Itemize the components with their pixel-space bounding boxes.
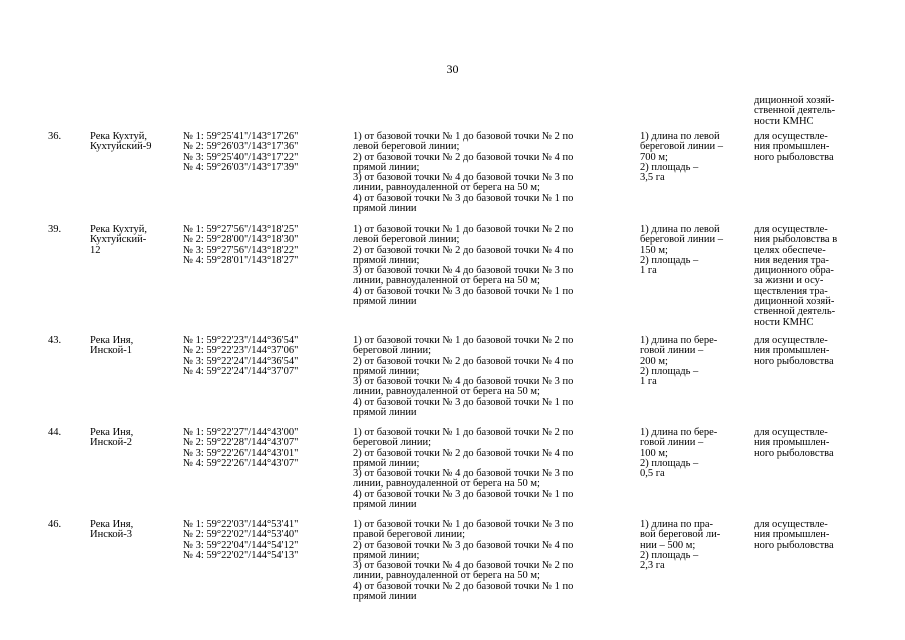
water-body-name [90,520,176,541]
text-line: ности КМНС [754,316,814,328]
text-line: 2) от базовой точки № 2 до базовой точки № 4 по [353,355,574,367]
usage-purpose [754,520,864,551]
text-line: прямой линии [353,499,417,511]
text-line: прямой линии [353,407,417,419]
text-line: Река Кухтуй, [90,224,147,235]
text-line: 200 м; [640,355,668,367]
text-line: береговой линии; [353,345,432,357]
text-line: 1) длина по бере- [640,335,718,346]
text-line: правой береговой линии; [353,529,465,541]
text-line: вой береговой ли- [640,529,721,541]
text-line: левой береговой линии; [353,234,460,246]
text-line: 1) от базовой точки № 1 до базовой точки № 3 по [353,519,574,530]
text-line: ственной деятель- [754,306,836,318]
text-line: ного рыболовства [754,151,834,163]
text-line: для осуществле- [754,131,828,142]
text-line: 4) от базовой точки № 3 до базовой точки № 1 по [353,488,574,500]
text-line: № 2: 59°28'00"/143°18'30" [183,234,299,246]
text-line: 2) от базовой точки № 2 до базовой точки № 4 по [353,244,574,256]
water-body-name [90,428,176,449]
water-body-name [90,225,176,256]
text-line: нии – 500 м; [640,539,696,551]
text-line: ного рыболовства [754,447,834,459]
text-line: № 2: 59°26'03"/143°17'36" [183,141,299,153]
text-line: 12 [90,244,101,256]
text-line: прямой линии [353,591,417,603]
boundary-description [353,225,635,307]
base-point-coordinates [183,132,343,173]
text-line: целях обеспече- [754,244,826,256]
text-line: 3) от базовой точки № 4 до базовой точки № 3 по [353,376,574,388]
text-line: № 1: 59°22'27"/144°43'00" [183,427,299,438]
text-line: 3) от базовой точки № 4 до базовой точки № 3 по [353,172,574,184]
text-line: ного рыболовства [754,355,834,367]
text-line: № 2: 59°22'23"/144°37'06" [183,345,299,357]
text-line: для осуществле- [754,224,828,235]
text-line: говой линии – [640,345,704,357]
text-line: № 1: 59°22'23"/144°36'54" [183,335,299,346]
text-line: 2) от базовой точки № 3 до базовой точки № 4 по [353,539,574,551]
text-line: прямой линии; [353,549,420,561]
text-line: 4) от базовой точки № 3 до базовой точки № 1 по [353,396,574,408]
text-line: линии, равноудаленной от берега на 50 м; [353,182,540,194]
text-line: ния ведения тра- [754,254,829,266]
text-line: 1) длина по левой [640,224,720,235]
text-line: № 4: 59°26'03"/143°17'39" [183,161,299,173]
text-line: линии, равноудаленной от берега на 50 м; [353,275,540,287]
text-line: № 1: 59°27'56"/143°18'25" [183,224,299,235]
text-line: прямой линии [353,296,417,308]
text-line: 2) площадь – [640,549,699,561]
text-line: 700 м; [640,151,668,163]
text-line: № 2: 59°22'02"/144°53'40" [183,529,299,541]
usage-purpose [754,428,864,459]
text-line: Инской-1 [90,345,133,357]
text-line: ния промышлен- [754,141,830,153]
text-line: 2) площадь – [640,365,699,377]
text-line: 2) площадь – [640,254,699,266]
text-line: № 4: 59°22'26"/144°43'07" [183,457,299,469]
text-line: береговой линии – [640,141,724,153]
text-line: 4) от базовой точки № 2 до базовой точки № 1 по [353,580,574,592]
text-line: 1) длина по пра- [640,519,713,530]
text-line: 1) от базовой точки № 1 до базовой точки № 2 по [353,131,574,142]
text-line: № 2: 59°22'28"/144°43'07" [183,437,299,449]
text-line: прямой линии; [353,365,420,377]
boundary-description [353,132,635,214]
text-line: прямой линии; [353,254,420,266]
row-number: 36. [48,131,62,142]
text-line: для осуществле- [754,519,828,530]
text-line: прямой линии [353,203,417,215]
text-line: 100 м; [640,447,668,459]
area-parameters [640,336,748,387]
text-line: для осуществле- [754,427,828,438]
boundary-description [353,428,635,510]
text-line: левой береговой линии; [353,141,460,153]
text-line: ществления тра- [754,285,828,297]
text-line: диционной хозяй- [754,296,835,308]
area-parameters [640,428,748,479]
text-line: за жизни и осу- [754,275,824,287]
boundary-description [353,520,635,602]
text-line: 1) от базовой точки № 1 до базовой точки № 2 по [353,335,574,346]
text-line: ния рыболовства в [754,234,838,246]
text-line: № 3: 59°27'56"/143°18'22" [183,244,299,256]
water-body-name [90,132,176,153]
text-line: ния промышлен- [754,529,830,541]
text-line: № 4: 59°22'02"/144°54'13" [183,549,299,561]
text-line: ственной деятель- [754,105,836,117]
text-line: 1 га [640,265,657,277]
text-line: диционной хозяй- [754,95,835,106]
text-line: 2,3 га [640,560,665,572]
text-line: № 3: 59°25'40"/143°17'22" [183,151,299,163]
text-line: ного рыболовства [754,539,834,551]
text-line: 2) от базовой точки № 2 до базовой точки № 4 по [353,447,574,459]
boundary-description [353,336,635,418]
text-line: № 3: 59°22'04"/144°54'12" [183,539,299,551]
text-line: 4) от базовой точки № 3 до базовой точки № 1 по [353,192,574,204]
text-line: Кухтуйский-9 [90,141,152,153]
text-line: 1) длина по бере- [640,427,718,438]
text-line: ния промышлен- [754,437,830,449]
row-number: 44. [48,427,62,438]
row-number: 43. [48,335,62,346]
text-line: Инской-2 [90,437,133,449]
text-line: Кухтуйский- [90,234,147,246]
text-line: линии, равноудаленной от берега на 50 м; [353,386,540,398]
text-line: береговой линии – [640,234,724,246]
usage-purpose [754,132,864,163]
text-line: 1) от базовой точки № 1 до базовой точки № 2 по [353,224,574,235]
text-line: береговой линии; [353,437,432,449]
text-line: прямой линии; [353,161,420,173]
text-line: для осуществле- [754,335,828,346]
usage-purpose [754,336,864,367]
text-line: 2) от базовой точки № 2 до базовой точки № 4 по [353,151,574,163]
text-line: № 4: 59°28'01"/143°18'27" [183,254,299,266]
base-point-coordinates [183,428,343,469]
text-line: Инской-3 [90,529,133,541]
base-point-coordinates [183,336,343,377]
text-line: № 4: 59°22'24"/144°37'07" [183,365,299,377]
text-line: 3,5 га [640,172,665,184]
text-line: 1) от базовой точки № 1 до базовой точки № 2 по [353,427,574,438]
text-line: 3) от базовой точки № 4 до базовой точки № 3 по [353,468,574,480]
text-line: № 3: 59°22'24"/144°36'54" [183,355,299,367]
text-line: Река Иня, [90,427,134,438]
text-line: ности КМНС [754,115,814,127]
text-line: 2) площадь – [640,161,699,173]
text-line: № 1: 59°22'03"/144°53'41" [183,519,299,530]
text-line: Река Иня, [90,335,134,346]
row-number: 39. [48,224,62,235]
text-line: линии, равноудаленной от берега на 50 м; [353,478,540,490]
text-line: линии, равноудаленной от берега на 50 м; [353,570,540,582]
text-line: Река Иня, [90,519,134,530]
page-number: 30 [446,62,459,76]
text-line: 150 м; [640,244,668,256]
area-parameters [640,225,748,276]
text-line: прямой линии; [353,457,420,469]
text-line: Река Кухтуй, [90,131,147,142]
row-number: 46. [48,519,62,530]
text-line: 1) длина по левой [640,131,720,142]
text-line: говой линии – [640,437,704,449]
base-point-coordinates [183,520,343,561]
text-line: 0,5 га [640,468,665,480]
text-line: ния промышлен- [754,345,830,357]
area-parameters [640,520,748,571]
text-line: 1 га [640,376,657,388]
text-line: № 3: 59°22'26"/144°43'01" [183,447,299,459]
text-line: 3) от базовой точки № 4 до базовой точки № 3 по [353,265,574,277]
base-point-coordinates [183,225,343,266]
text-line: № 1: 59°25'41"/143°17'26" [183,131,299,142]
text-line: 3) от базовой точки № 4 до базовой точки № 2 по [353,560,574,572]
text-line: 4) от базовой точки № 3 до базовой точки № 1 по [353,285,574,297]
water-body-name [90,336,176,357]
text-line: 2) площадь – [640,457,699,469]
area-parameters [640,132,748,183]
text-line: диционного обра- [754,265,834,277]
usage-purpose [754,225,864,328]
